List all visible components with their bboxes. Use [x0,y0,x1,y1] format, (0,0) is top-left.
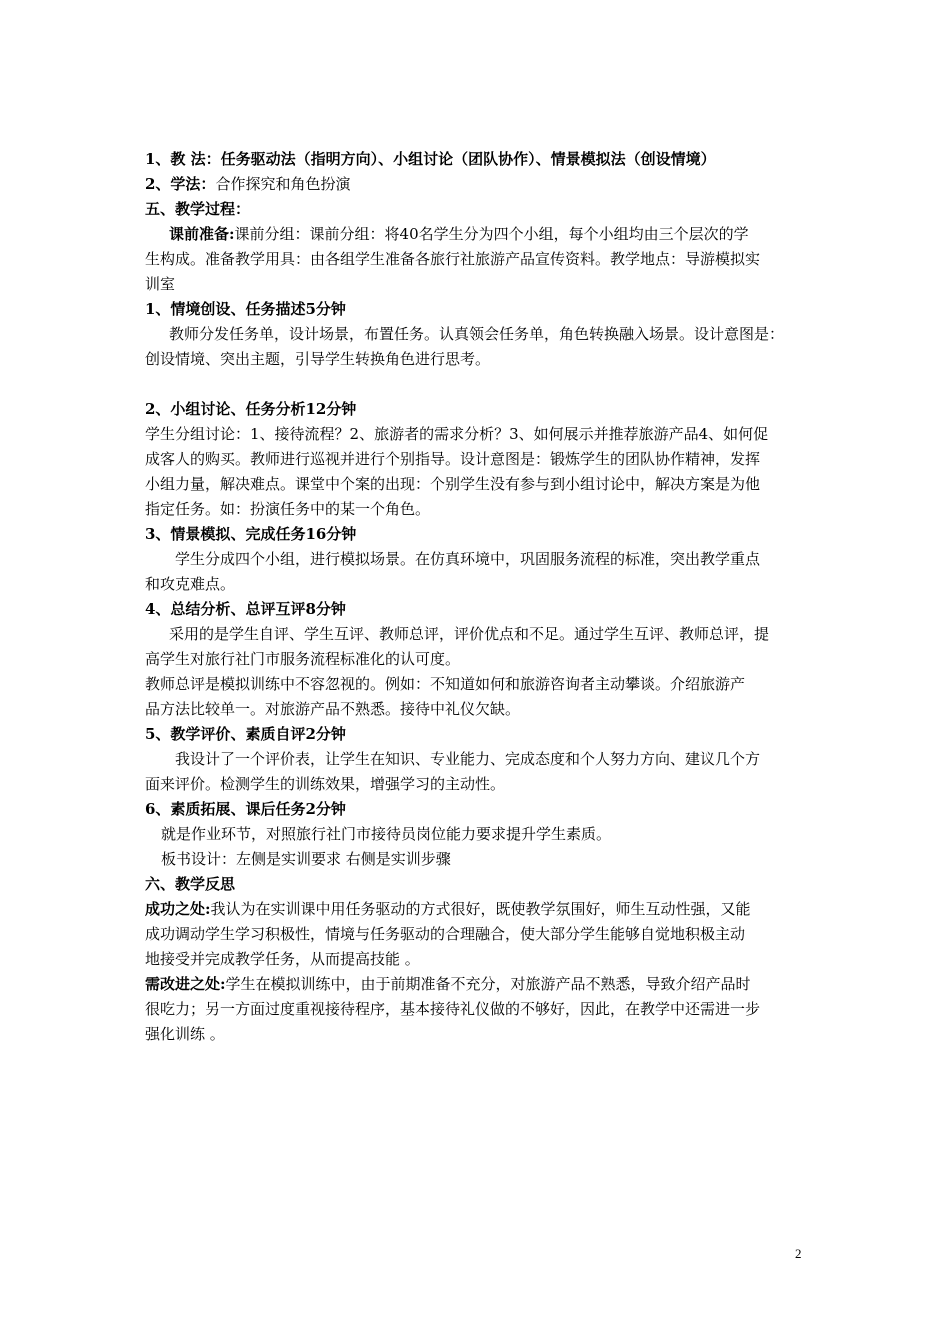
paragraph-line: 成功调动学生学习积极性，情境与任务驱动的合理融合，使大部分学生能够自觉地积极主动 [145,925,746,943]
section-heading-process: 五、教学过程： [145,200,251,218]
step-heading-1: 1、情境创设、任务描述5分钟 [145,300,346,318]
document-body [145,147,810,1047]
paragraph-line: 和攻克难点。 [145,575,236,593]
paragraph-line: 小组力量，解决难点。课堂中个案的出现：个别学生没有参与到小组讨论中，解决方案是为他 [145,475,761,493]
paragraph-line: 品方法比较单一。对旅游产品不熟悉。接待中礼仪欠缺。 [145,700,521,718]
paragraph-improvement: 需改进之处:学生在模拟训练中，由于前期准备不充分，对旅游产品不熟悉，导致介绍产品时 [145,975,751,993]
paragraph-line: 我设计了一个评价表，让学生在知识、专业能力、完成态度和个人努力方向、建议几个方 [175,750,761,768]
paragraph-line: 教师总评是模拟训练中不容忽视的。例如：不知道如何和旅游咨询者主动攀谈。介绍旅游产 [145,675,746,693]
paragraph-line: 高学生对旅行社门市服务流程标准化的认可度。 [145,650,461,668]
step-heading-4: 4、总结分析、总评互评8分钟 [145,600,346,618]
step-heading-6: 6、素质拓展、课后任务2分钟 [145,800,346,818]
paragraph-line: 训室 [145,275,176,293]
paragraph-success: 成功之处:我认为在实训课中用任务驱动的方式很好，既使教学氛围好，师生互动性强，又能 [145,900,751,918]
paragraph-line: 指定任务。如：扮演任务中的某一个角色。 [145,500,431,518]
board-design-line: 板书设计：左侧是实训要求 右侧是实训步骤 [161,850,451,868]
page-number: 2 [795,1246,802,1261]
step-heading-2: 2、小组讨论、任务分析12分钟 [145,400,357,418]
paragraph-line: 生构成。准备教学用具：由各组学生准备各旅行社旅游产品宣传资料。教学地点：导游模拟实 [145,250,761,268]
paragraph-line: 地接受并完成教学任务，从而提高技能 。 [145,950,420,968]
teaching-method-line: 1、教 法：任务驱动法（指明方向）、小组讨论（团队协作）、情景模拟法（创设情境） [145,150,716,168]
paragraph-line: 就是作业环节，对照旅行社门市接待员岗位能力要求提升学生素质。 [161,825,612,843]
paragraph-line: 学生分成四个小组，进行模拟场景。在仿真环境中，巩固服务流程的标准，突出教学重点 [175,550,761,568]
paragraph-preparation: 课前准备:课前分组：课前分组：将40名学生分为四个小组，每个小组均由三个层次的学 [169,225,749,243]
paragraph-line: 很吃力；另一方面过度重视接待程序，基本接待礼仪做的不够好，因此，在教学中还需进一步 [145,1000,761,1018]
paragraph-line: 采用的是学生自评、学生互评、教师总评，评价优点和不足。通过学生互评、教师总评，提 [169,625,770,643]
section-heading-reflection: 六、教学反思 [145,875,236,893]
blank-line [145,372,810,397]
paragraph-line: 创设情境、突出主题，引导学生转换角色进行思考。 [145,350,491,368]
paragraph-line: 成客人的购买。教师进行巡视并进行个别指导。设计意图是：锻炼学生的团队协作精神，发挥 [145,450,761,468]
learning-method-line: 2、学法：合作探究和角色扮演 [145,175,351,193]
paragraph-line: 教师分发任务单，设计场景，布置任务。认真领会任务单，角色转换融入场景。设计意图是： [169,325,785,343]
step-heading-5: 5、教学评价、素质自评2分钟 [145,725,346,743]
step-heading-3: 3、情景模拟、完成任务16分钟 [145,525,357,543]
paragraph-line: 学生分组讨论：1、接待流程？2、旅游者的需求分析？3、如何展示并推荐旅游产品4、如何促 [145,425,769,443]
paragraph-line: 面来评价。检测学生的训练效果，增强学习的主动性。 [145,775,506,793]
paragraph-line: 强化训练 。 [145,1025,225,1043]
